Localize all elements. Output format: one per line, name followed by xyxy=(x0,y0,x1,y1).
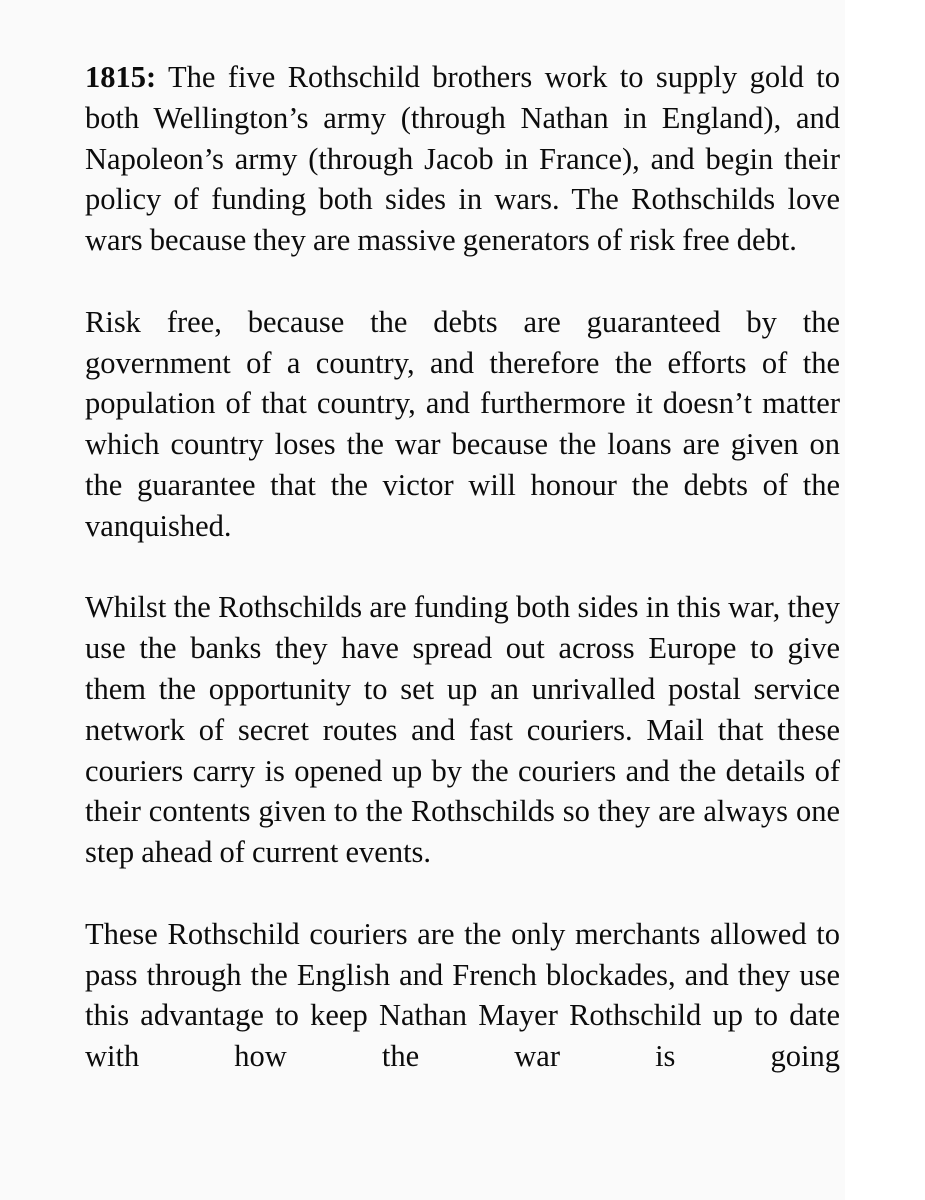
paragraph-text: The five Rothschild brothers work to supply gold to both Wellington’s army (through Nathan in England), and Napoleon’s army (through Jacob in France), and begin their policy of funding both sides in wars. The Rothschilds love wars because they are massive generators of risk free debt. xyxy=(85,60,840,258)
paragraph-text: Risk free, because the debts are guaranteed by the government of a country, and therefore the efforts of the population of that country, and furthermore it doesn’t matter which country loses the war because the loans are given on the guarantee that the victor will honour the debts of the vanquished. xyxy=(85,304,840,543)
paragraph-risk-free xyxy=(85,302,840,547)
paragraph-text: Whilst the Rothschilds are funding both sides in this war, they use the banks they have spread out across Europe to give them the opportunity to set up an unrivalled postal service network of secret routes and fast couriers. Mail that these couriers carry is opened up by the couriers and the details of their contents given to the Rothschilds so they are always one step ahead of current events. xyxy=(85,590,840,870)
paragraph-postal-network xyxy=(85,587,840,873)
paragraph-1815 xyxy=(85,57,840,261)
document-body xyxy=(85,57,840,1077)
paragraph-text: These Rothschild couriers are the only merchants allowed to pass through the English and French blockades, and they use this advantage to keep Nathan Mayer Rothschild up to date with how the war is going xyxy=(85,916,840,1074)
year-heading: 1815: xyxy=(85,60,157,94)
paragraph-couriers xyxy=(85,914,840,1077)
